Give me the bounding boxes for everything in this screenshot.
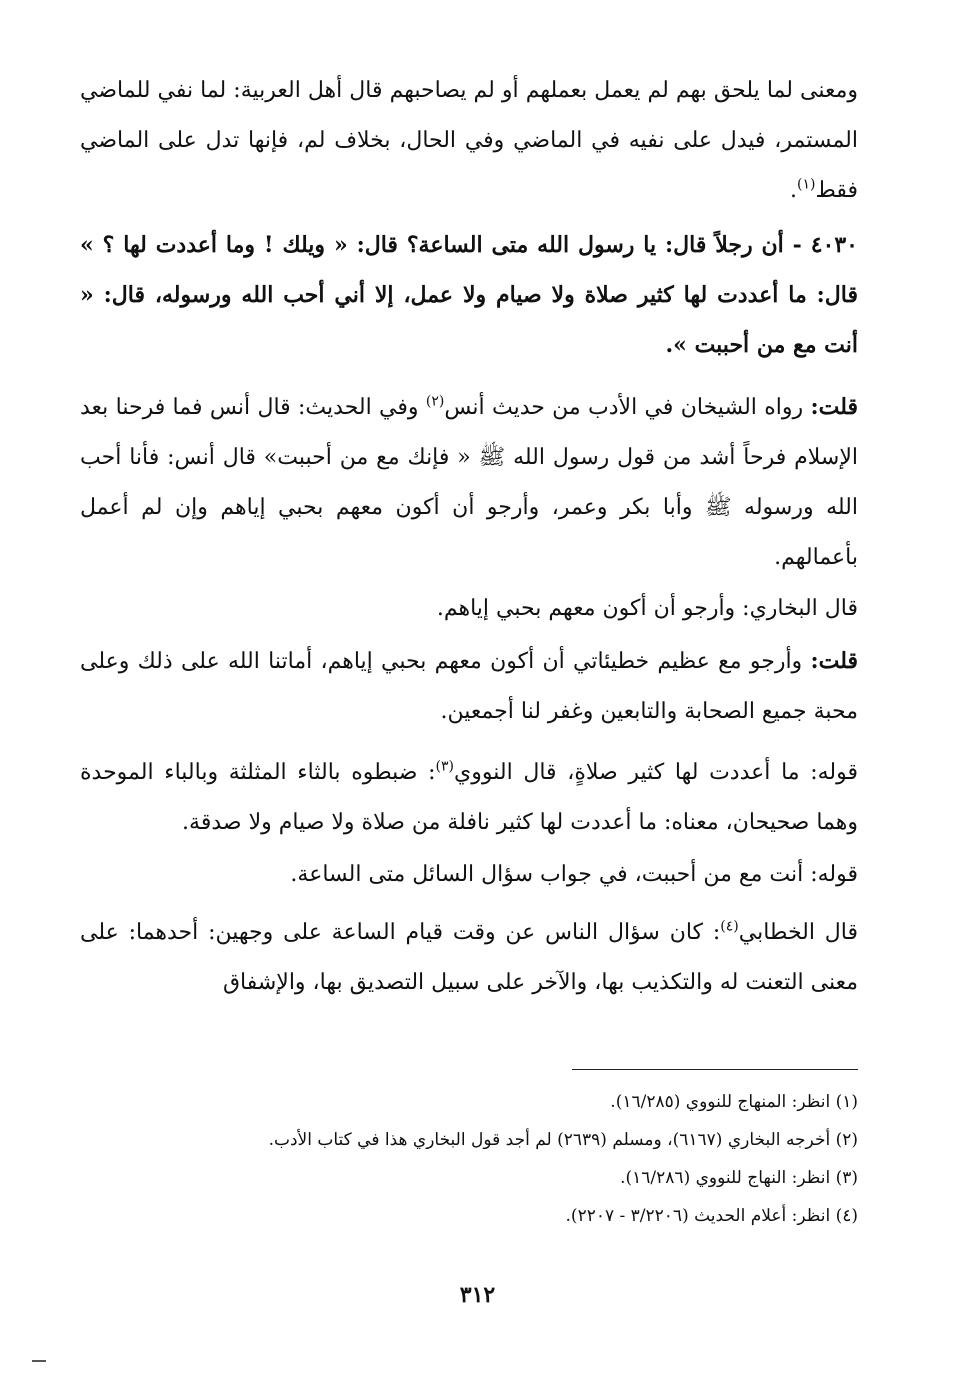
paragraph-nawawi: قوله: ما أعددت لها كثير صلاةٍ، قال النووي$^{(٣)}$: ضبطوه بالثاء المثلثة وبالباء الموحدة وهما صحيحان، معناه: ما أعددت لها كثير نافلة من صلاة ولا صيام ولا صدقة. xyxy=(80,758,859,835)
paragraph-lama-meaning: ومعنى لما يلحق بهم لم يعمل بعملهم أو لم يصاحبهم قال أهل العربية: لما نفي للماضي المستمر، فيدل على نفيه في الماضي وفي الحال، بخلاف لم، فإنها تدل على الماضي فقط$^{(١)}$. xyxy=(80,78,858,203)
qultu-label: قلت: xyxy=(810,394,858,420)
footnote-ref-1[interactable]: (١) xyxy=(797,176,816,193)
paragraph-bukhari-quote: قال البخاري: وأرجو أن أكون معهم بحبي إياهم. xyxy=(436,596,858,621)
footnote-4: (٤) انظر: أعلام الحديث (٣/٢٢٠٦ - ٢٢٠٧). xyxy=(565,1206,858,1226)
paragraph-qultu-2: قلت: وأرجو مع عظيم خطيئاتي أن أكون معهم بحبي إياهم، أماتنا الله على ذلك وعلى محبة جميع الصحابة والتابعين وغفر لنا أجمعين. xyxy=(80,648,858,724)
footnote-ref-2[interactable]: (٢) xyxy=(425,393,445,410)
paragraph-khattabi: قال الخطابي$^{(٤)}$: كان سؤال الناس عن وقت قيام الساعة على وجهين: أحدهما: على معنى التعنت له والتكذيب بها، والآخر على سبيل التصديق بها، والإشفاق xyxy=(80,918,858,995)
qultu-label: قلت: xyxy=(810,648,858,674)
paragraph-qultu-1: قلت: رواه الشيخان في الأدب من حديث أنس$^{(٢)}$ وفي الحديث: قال أنس فما فرحنا بعد الإسلام فرحاً أشد من قول رسول الله ﷺ « فإنك مع من أحببت» قال أنس: فأنا أحب الله ورسوله ﷺ وأبا بكر وعمر، وأرجو أن أكون معهم بحبي إياهم وإن لم أعمل بأعمالهم. xyxy=(80,393,858,570)
paragraph-anta-maa: قوله: أنت مع من أحببت، في جواب سؤال السائل متى الساعة. xyxy=(290,862,858,887)
footnote-ref-4[interactable]: (٤) xyxy=(720,918,739,935)
hadith-4030: ٤٠٣٠ - أن رجلاً قال: يا رسول الله متى الساعة؟ قال: « ويلك ! وما أعددت لها ؟ » قال: ما أعددت لها كثير صلاة ولا صيام ولا عمل، إلا أني أحب الله ورسوله، قال: « أنت مع من أحببت ». xyxy=(80,232,858,358)
footnote-divider xyxy=(572,1069,858,1070)
page-number: ٣١٢ xyxy=(459,1282,496,1308)
footnote-ref-3[interactable]: (٣) xyxy=(435,758,455,775)
footnote-3: (٣) انظر: النهاج للنووي (١٦/٢٨٦). xyxy=(620,1168,858,1188)
footnote-2: (٢) أخرجه البخاري (٦١٦٧)، ومسلم (٢٦٣٩) لم أجد قول البخاري هذا في كتاب الأدب. xyxy=(268,1130,858,1150)
footnote-1: (١) انظر: المنهاج للنووي (١٦/٢٨٥). xyxy=(610,1092,858,1112)
scan-mark xyxy=(32,1360,46,1362)
